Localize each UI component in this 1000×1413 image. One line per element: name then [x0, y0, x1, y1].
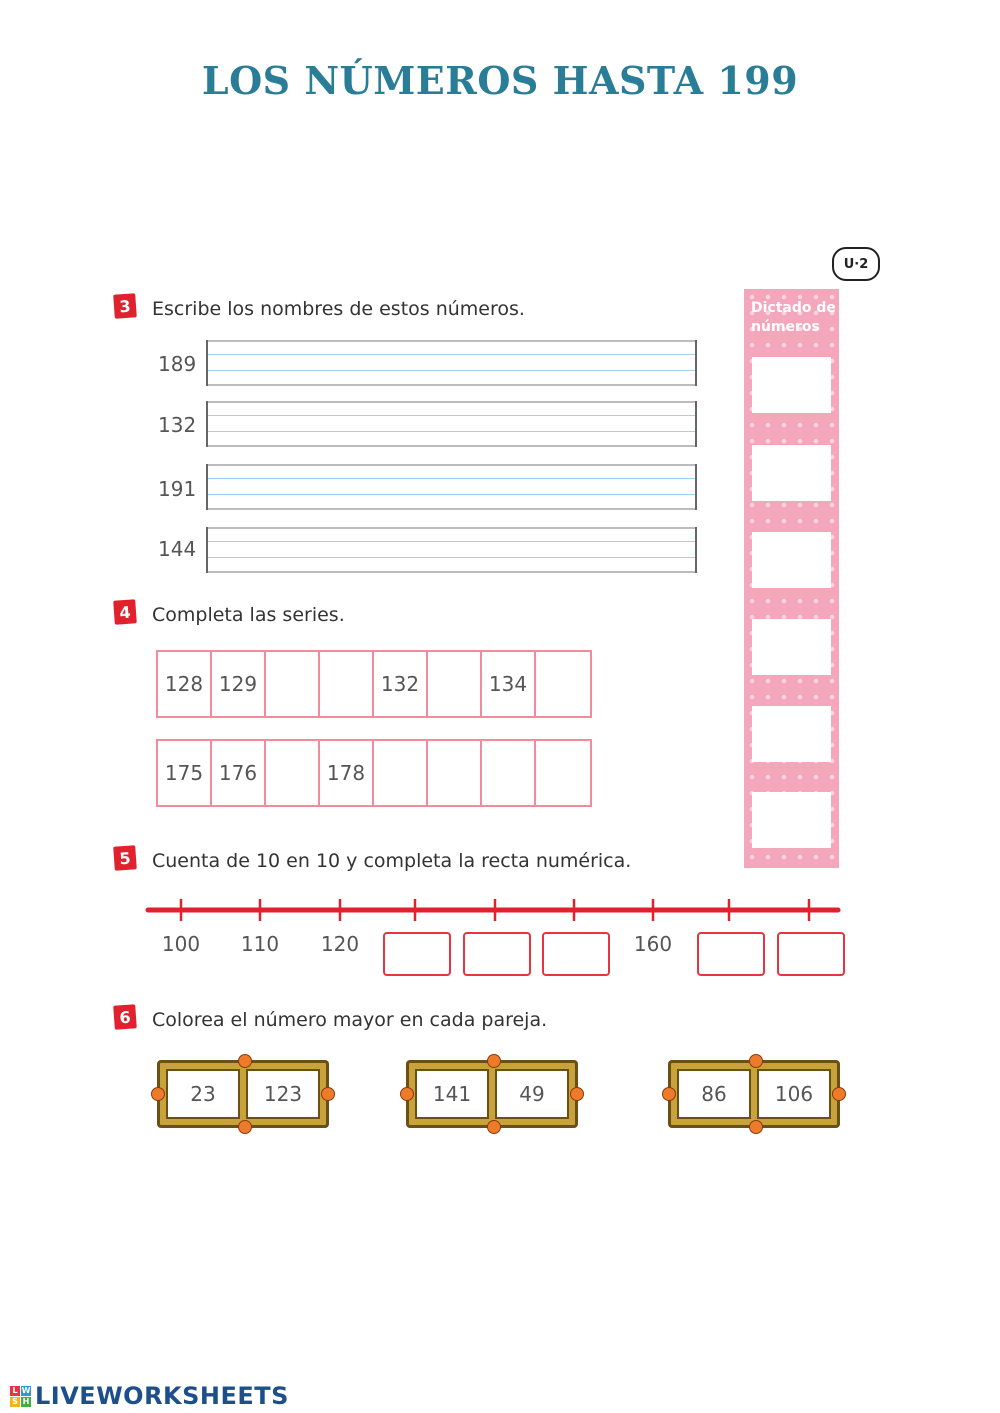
pair-number[interactable]: 49 — [495, 1069, 569, 1119]
frame-knot — [749, 1120, 763, 1134]
number-pair-frame-1 — [157, 1060, 329, 1128]
pair-number[interactable]: 141 — [415, 1069, 489, 1119]
number-label: 191 — [158, 477, 197, 501]
pair-number[interactable]: 23 — [166, 1069, 240, 1119]
series-cell: 176 — [212, 741, 266, 805]
frame-knot — [749, 1054, 763, 1068]
series-cell: 132 — [374, 652, 428, 716]
frame-knot — [487, 1120, 501, 1134]
frame-knot — [400, 1087, 414, 1101]
number-line-blank[interactable] — [383, 932, 451, 976]
number-line-blank[interactable] — [697, 932, 765, 976]
number-line-label: 120 — [320, 932, 360, 956]
number-line-label: 100 — [161, 932, 201, 956]
frame-knot — [662, 1087, 676, 1101]
number-label: 189 — [158, 352, 197, 376]
frame-knot — [238, 1054, 252, 1068]
pair-number[interactable]: 123 — [246, 1069, 320, 1119]
exercise-4-instruction: Completa las series. — [152, 604, 345, 626]
exercise-6-instruction: Colorea el número mayor en cada pareja. — [152, 1009, 548, 1031]
exercise-5-number: 5 — [113, 845, 137, 870]
frame-knot — [151, 1087, 165, 1101]
frame-knot — [570, 1087, 584, 1101]
exercise-5-instruction: Cuenta de 10 en 10 y completa la recta numérica. — [152, 850, 632, 872]
series-cell: 129 — [212, 652, 266, 716]
number-line-blank[interactable] — [463, 932, 531, 976]
exercise-3-instruction: Escribe los nombres de estos números. — [152, 298, 525, 320]
frame-knot — [321, 1087, 335, 1101]
exercise-4-number: 4 — [113, 599, 137, 624]
liveworksheets-logo[interactable] — [10, 1382, 289, 1410]
number-line-label: 160 — [633, 932, 673, 956]
series-cell: 128 — [158, 652, 212, 716]
page-title: LOS NÚMEROS HASTA 199 — [201, 58, 799, 103]
dictado-title-line2: números — [751, 319, 820, 335]
liveworksheets-wordmark: LIVEWORKSHEETS — [35, 1382, 289, 1410]
dictado-title-line1: Dictado de — [751, 300, 836, 316]
frame-knot — [832, 1087, 846, 1101]
series-cell: 178 — [320, 741, 374, 805]
frame-knot — [238, 1120, 252, 1134]
unit-badge: U·2 — [832, 247, 880, 281]
exercise-6-number: 6 — [113, 1004, 137, 1029]
pair-number[interactable]: 86 — [677, 1069, 751, 1119]
exercise-3-number: 3 — [113, 293, 137, 318]
frame-knot — [487, 1054, 501, 1068]
number-line-blank[interactable] — [542, 932, 610, 976]
number-line-label: 110 — [240, 932, 280, 956]
number-pair-frame-3 — [668, 1060, 840, 1128]
series-cell: 175 — [158, 741, 212, 805]
number-label: 144 — [158, 537, 197, 561]
series-cell: 134 — [482, 652, 536, 716]
number-line-blank[interactable] — [777, 932, 845, 976]
number-label: 132 — [158, 413, 197, 437]
pair-number[interactable]: 106 — [757, 1069, 831, 1119]
liveworksheets-icon: L W S H — [10, 1386, 31, 1407]
number-pair-frame-2 — [406, 1060, 578, 1128]
